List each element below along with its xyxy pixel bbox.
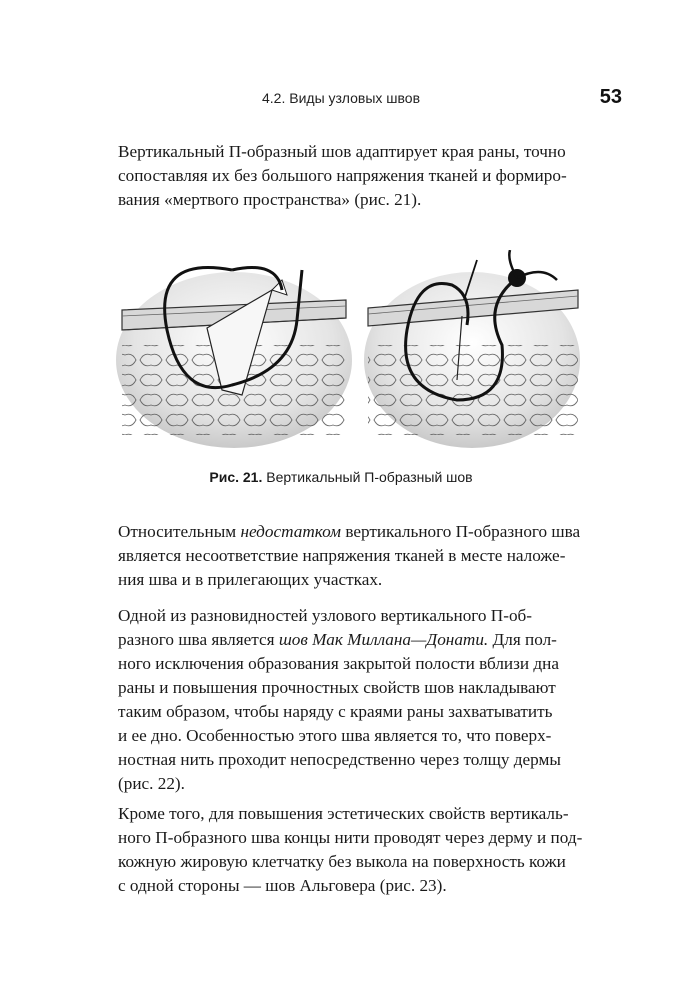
- paragraph-1: [118, 140, 598, 212]
- text-line: ного исключения образования закрытой полости вблизи дна: [118, 654, 559, 673]
- suture-illustration: [112, 250, 582, 450]
- text-line: Кроме того, для повышения эстетических свойств вертикаль-: [118, 804, 569, 823]
- text-run: Относительным: [118, 522, 241, 541]
- text-line: Одной из разновидностей узлового вертикального П-об-: [118, 606, 533, 625]
- text-line: ностная нить проходит непосредственно через толщу дермы: [118, 750, 561, 769]
- text-line: является несоответствие напряжения тканей в месте наложе-: [118, 546, 566, 565]
- paragraph-3: [118, 604, 598, 796]
- right-suture-diagram: [364, 250, 580, 448]
- text-line: ного П-образного шва концы нити проводят через дерму и под-: [118, 828, 583, 847]
- text-run: вертикального П-образного шва: [341, 522, 581, 541]
- section-title: 4.2. Виды узловых швов: [262, 90, 421, 106]
- figure-caption: [0, 469, 682, 485]
- text-run: разного шва является: [118, 630, 279, 649]
- text-line: [118, 520, 598, 544]
- text-line: ния шва и в прилегающих участках.: [118, 570, 383, 589]
- text-line: Вертикальный П-образный шов адаптирует края раны, точно: [118, 142, 566, 161]
- emphasis-text: недостатком: [240, 522, 342, 541]
- page-number: 53: [599, 86, 622, 108]
- text-line: с одной стороны — шов Альговера (рис. 23).: [118, 876, 447, 895]
- text-line: сопоставляя их без большого напряжения тканей и формиро-: [118, 166, 567, 185]
- text-line: кожную жировую клетчатку без выкола на поверхность кожи: [118, 852, 566, 871]
- text-line: (рис. 22).: [118, 774, 185, 793]
- caption-text: Вертикальный П-образный шов: [262, 469, 473, 485]
- text-line: и ее дно. Особенностью этого шва является то, что поверх-: [118, 726, 552, 745]
- paragraph-2: [118, 520, 598, 592]
- text-run: Для пол-: [488, 630, 557, 649]
- running-header: [0, 86, 682, 116]
- text-line: [118, 628, 598, 652]
- left-suture-diagram: [116, 268, 352, 449]
- paragraph-4: [118, 802, 598, 898]
- caption-label: Рис. 21.: [209, 469, 263, 485]
- text-line: раны и повышения прочностных свойств шов накладывают: [118, 678, 556, 697]
- text-line: вания «мертвого пространства» (рис. 21).: [118, 190, 422, 209]
- emphasis-text: шов Мак Миллана—Донати.: [278, 630, 489, 649]
- text-line: таким образом, чтобы наряду с краями раны захватыватить: [118, 702, 553, 721]
